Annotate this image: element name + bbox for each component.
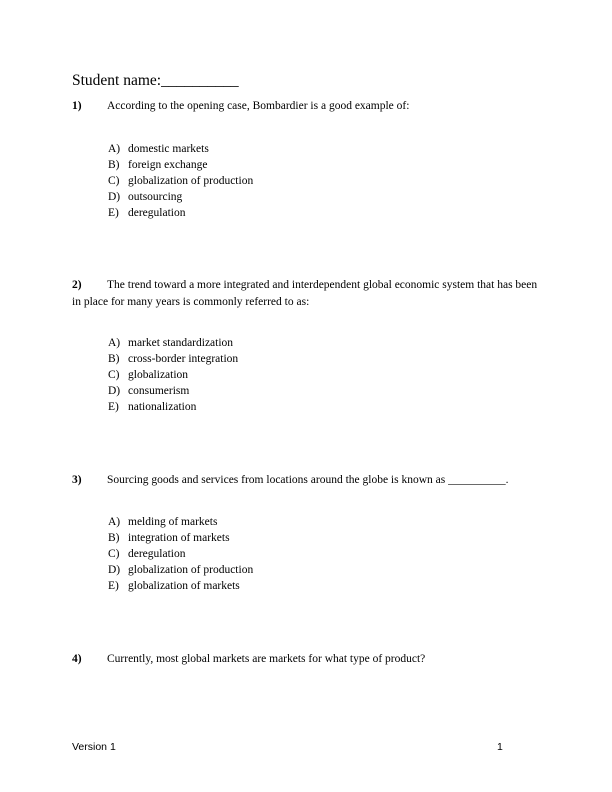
- answer-option: [108, 383, 238, 399]
- answer-option: [108, 335, 238, 351]
- option-text: globalization: [128, 369, 189, 381]
- question-text: The trend toward a more integrated and interdependent global economic system that has been in place for many years is commonly referred to as:: [72, 279, 538, 308]
- option-text: consumerism: [128, 385, 190, 397]
- option-text: foreign exchange: [128, 159, 208, 171]
- question-number: 2): [72, 279, 82, 291]
- option-letter: B): [108, 159, 120, 171]
- question-4: [72, 651, 540, 668]
- option-letter: A): [108, 516, 121, 528]
- question-number: 4): [72, 653, 82, 665]
- option-letter: E): [108, 207, 119, 219]
- option-letter: C): [108, 548, 120, 560]
- option-letter: A): [108, 143, 121, 155]
- question-number: 3): [72, 474, 82, 486]
- question-1: [72, 98, 540, 115]
- answer-options-2: [108, 335, 238, 415]
- answer-option: [108, 351, 238, 367]
- question-2: [72, 277, 540, 311]
- option-text: globalization of markets: [128, 580, 240, 592]
- option-letter: A): [108, 337, 121, 349]
- answer-option: [108, 546, 253, 562]
- answer-option: [108, 399, 238, 415]
- answer-option: [108, 157, 253, 173]
- option-text: globalization of production: [128, 564, 254, 576]
- option-text: outsourcing: [128, 191, 183, 203]
- answer-option: [108, 562, 253, 578]
- option-letter: C): [108, 369, 120, 381]
- option-text: deregulation: [128, 207, 186, 219]
- option-letter: D): [108, 385, 121, 397]
- option-letter: B): [108, 532, 120, 544]
- option-text: cross-border integration: [128, 353, 239, 365]
- option-text: market standardization: [128, 337, 234, 349]
- option-text: integration of markets: [128, 532, 230, 544]
- question-number: 1): [72, 100, 82, 112]
- answer-option: [108, 141, 253, 157]
- option-letter: D): [108, 564, 121, 576]
- question-3: [72, 472, 540, 489]
- option-text: deregulation: [128, 548, 186, 560]
- option-letter: E): [108, 401, 119, 413]
- student-name-field: Student name:__________: [72, 72, 239, 89]
- question-text: According to the opening case, Bombardier is a good example of:: [107, 100, 410, 112]
- option-letter: E): [108, 580, 119, 592]
- answer-option: [108, 367, 238, 383]
- footer-page-number: 1: [497, 741, 503, 753]
- answer-option: [108, 205, 253, 221]
- answer-options-1: [108, 141, 253, 221]
- option-letter: D): [108, 191, 121, 203]
- option-text: domestic markets: [128, 143, 209, 155]
- answer-option: [108, 530, 253, 546]
- answer-option: [108, 514, 253, 530]
- answer-option: [108, 578, 253, 594]
- answer-options-3: [108, 514, 253, 594]
- footer-version: Version 1: [72, 741, 116, 753]
- option-letter: C): [108, 175, 120, 187]
- option-text: globalization of production: [128, 175, 254, 187]
- answer-option: [108, 173, 253, 189]
- answer-option: [108, 189, 253, 205]
- option-text: melding of markets: [128, 516, 218, 528]
- question-text: Sourcing goods and services from locations around the globe is known as __________.: [107, 474, 509, 486]
- question-text: Currently, most global markets are markets for what type of product?: [107, 653, 426, 665]
- option-text: nationalization: [128, 401, 197, 413]
- option-letter: B): [108, 353, 120, 365]
